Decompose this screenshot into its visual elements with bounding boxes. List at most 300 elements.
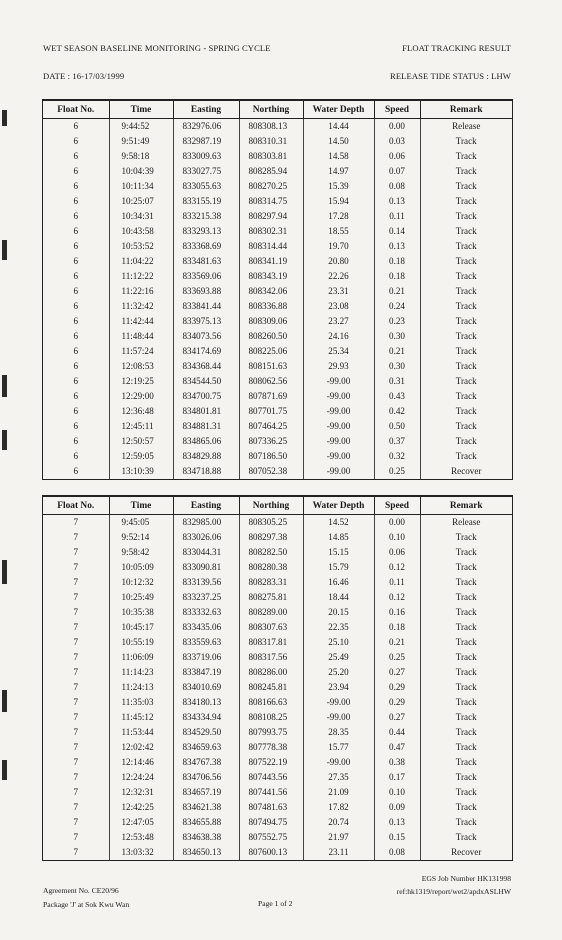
table-row (43, 530, 512, 545)
binding-mark (2, 560, 7, 584)
cell-northing: 808297.38 (239, 530, 303, 545)
cell-water-depth: 28.35 (303, 725, 374, 740)
cell-northing: 808317.81 (239, 635, 303, 650)
cell-speed: 0.10 (374, 530, 420, 545)
cell-water-depth: 29.93 (303, 359, 374, 374)
cell-northing: 807993.75 (239, 725, 303, 740)
cell-easting: 833237.25 (173, 590, 239, 605)
cell-northing: 808289.00 (239, 605, 303, 620)
cell-remark: Track (420, 389, 512, 404)
table-header (43, 497, 512, 515)
report-date: DATE : 16-17/03/1999 (43, 71, 125, 81)
cell-time: 12:42:25 (109, 800, 173, 815)
table-row (43, 149, 512, 164)
cell-easting: 833847.19 (173, 665, 239, 680)
cell-remark: Track (420, 650, 512, 665)
cell-easting: 833139.56 (173, 575, 239, 590)
cell-northing: 808303.81 (239, 149, 303, 164)
float-7-table (42, 495, 513, 861)
cell-time: 11:14:23 (109, 665, 173, 680)
cell-water-depth: 18.44 (303, 590, 374, 605)
cell-time: 11:48:44 (109, 329, 173, 344)
cell-float-no: 7 (73, 697, 79, 707)
cell-speed: 0.14 (374, 224, 420, 239)
cell-northing: 807494.75 (239, 815, 303, 830)
cell-easting: 833559.63 (173, 635, 239, 650)
cell-time: 12:02:42 (109, 740, 173, 755)
cell-water-depth: -99.00 (303, 389, 374, 404)
table-row (43, 800, 512, 815)
cell-float-no: 7 (73, 607, 79, 617)
table-row (43, 515, 512, 531)
cell-water-depth: 15.79 (303, 560, 374, 575)
column-header-time: Time (109, 497, 173, 515)
column-header-speed: Speed (374, 497, 420, 515)
cell-water-depth: 14.52 (303, 515, 374, 531)
cell-water-depth: 25.49 (303, 650, 374, 665)
cell-water-depth: -99.00 (303, 404, 374, 419)
cell-remark: Track (420, 785, 512, 800)
cell-remark: Track (420, 635, 512, 650)
table-row (43, 389, 512, 404)
table-row (43, 164, 512, 179)
cell-water-depth: 20.74 (303, 815, 374, 830)
cell-remark: Track (420, 545, 512, 560)
cell-easting: 834529.50 (173, 725, 239, 740)
cell-speed: 0.30 (374, 359, 420, 374)
cell-easting: 834180.13 (173, 695, 239, 710)
cell-water-depth: 14.44 (303, 119, 374, 135)
cell-time: 11:04:22 (109, 254, 173, 269)
cell-water-depth: 22.26 (303, 269, 374, 284)
cell-northing: 808307.63 (239, 620, 303, 635)
cell-float-no: 7 (73, 667, 79, 677)
table-row (43, 314, 512, 329)
table-row (43, 404, 512, 419)
cell-time: 11:12:22 (109, 269, 173, 284)
cell-easting: 833719.06 (173, 650, 239, 665)
cell-speed: 0.13 (374, 815, 420, 830)
cell-water-depth: 25.10 (303, 635, 374, 650)
cell-water-depth: 23.31 (303, 284, 374, 299)
cell-remark: Track (420, 665, 512, 680)
binding-mark (2, 760, 7, 780)
cell-float-no: 7 (73, 637, 79, 647)
cell-time: 11:42:44 (109, 314, 173, 329)
table-body (43, 515, 512, 861)
cell-float-no: 7 (73, 562, 79, 572)
cell-easting: 834700.75 (173, 389, 239, 404)
cell-water-depth: -99.00 (303, 464, 374, 479)
table-row (43, 725, 512, 740)
cell-easting: 833155.19 (173, 194, 239, 209)
cell-northing: 807701.75 (239, 404, 303, 419)
cell-float-no: 6 (73, 316, 79, 326)
cell-remark: Recover (420, 464, 512, 479)
cell-float-no: 6 (73, 451, 79, 461)
table-body (43, 119, 512, 480)
cell-float-no: 6 (73, 241, 79, 251)
cell-water-depth: 23.27 (303, 314, 374, 329)
cell-float-no: 7 (73, 832, 79, 842)
table-row (43, 269, 512, 284)
cell-speed: 0.13 (374, 194, 420, 209)
cell-northing: 808166.63 (239, 695, 303, 710)
cell-water-depth: 20.80 (303, 254, 374, 269)
cell-northing: 807481.63 (239, 800, 303, 815)
cell-northing: 808314.44 (239, 239, 303, 254)
cell-northing: 808225.06 (239, 344, 303, 359)
cell-float-no: 6 (73, 166, 79, 176)
cell-time: 11:22:16 (109, 284, 173, 299)
cell-northing: 808342.06 (239, 284, 303, 299)
cell-water-depth: -99.00 (303, 434, 374, 449)
cell-water-depth: 14.85 (303, 530, 374, 545)
cell-float-no: 7 (73, 547, 79, 557)
cell-time: 12:29:00 (109, 389, 173, 404)
cell-remark: Track (420, 590, 512, 605)
cell-northing: 807522.19 (239, 755, 303, 770)
cell-time: 13:10:39 (109, 464, 173, 479)
cell-time: 12:24:24 (109, 770, 173, 785)
table-row (43, 449, 512, 464)
cell-float-no: 6 (73, 181, 79, 191)
report-type: FLOAT TRACKING RESULT (402, 43, 511, 53)
cell-water-depth: 17.28 (303, 209, 374, 224)
cell-time: 12:08:53 (109, 359, 173, 374)
cell-time: 10:25:07 (109, 194, 173, 209)
report-title: WET SEASON BASELINE MONITORING - SPRING CYCLE (43, 43, 271, 53)
table-row (43, 575, 512, 590)
table-row (43, 755, 512, 770)
cell-easting: 834655.88 (173, 815, 239, 830)
cell-water-depth: 21.97 (303, 830, 374, 845)
cell-time: 12:32:31 (109, 785, 173, 800)
cell-speed: 0.16 (374, 605, 420, 620)
cell-water-depth: -99.00 (303, 374, 374, 389)
cell-time: 10:11:34 (109, 179, 173, 194)
cell-time: 12:45:11 (109, 419, 173, 434)
cell-float-no: 7 (73, 817, 79, 827)
cell-float-no: 7 (73, 742, 79, 752)
cell-easting: 834801.81 (173, 404, 239, 419)
cell-speed: 0.08 (374, 179, 420, 194)
agreement-number: Agreement No. CE20/96 (43, 886, 119, 895)
cell-speed: 0.09 (374, 800, 420, 815)
cell-remark: Track (420, 314, 512, 329)
cell-easting: 834638.38 (173, 830, 239, 845)
cell-float-no: 6 (73, 286, 79, 296)
cell-float-no: 7 (73, 622, 79, 632)
table-row (43, 299, 512, 314)
cell-float-no: 6 (73, 436, 79, 446)
cell-remark: Track (420, 254, 512, 269)
cell-speed: 0.29 (374, 695, 420, 710)
cell-float-no: 6 (73, 331, 79, 341)
cell-time: 11:53:44 (109, 725, 173, 740)
cell-remark: Track (420, 530, 512, 545)
cell-remark: Track (420, 725, 512, 740)
cell-time: 11:24:13 (109, 680, 173, 695)
cell-remark: Track (420, 800, 512, 815)
cell-northing: 808282.50 (239, 545, 303, 560)
cell-water-depth: -99.00 (303, 695, 374, 710)
table-row (43, 635, 512, 650)
cell-northing: 808302.31 (239, 224, 303, 239)
cell-water-depth: 14.58 (303, 149, 374, 164)
table-row (43, 119, 512, 135)
table-row (43, 680, 512, 695)
cell-northing: 808305.25 (239, 515, 303, 531)
binding-mark (2, 430, 7, 450)
cell-float-no: 6 (73, 226, 79, 236)
cell-easting: 833009.63 (173, 149, 239, 164)
cell-easting: 834368.44 (173, 359, 239, 374)
column-header-speed: Speed (374, 101, 420, 119)
table-row (43, 134, 512, 149)
cell-water-depth: 21.09 (303, 785, 374, 800)
column-header-easting: Easting (173, 101, 239, 119)
cell-northing: 807441.56 (239, 785, 303, 800)
column-header-water-depth: Water Depth (303, 497, 374, 515)
cell-easting: 834621.38 (173, 800, 239, 815)
cell-time: 11:45:12 (109, 710, 173, 725)
release-tide-status: RELEASE TIDE STATUS : LHW (389, 71, 511, 81)
cell-northing: 808151.63 (239, 359, 303, 374)
cell-speed: 0.38 (374, 755, 420, 770)
job-number: EGS Job Number HK131998 (421, 874, 511, 883)
cell-remark: Track (420, 740, 512, 755)
cell-northing: 808245.81 (239, 680, 303, 695)
cell-easting: 834010.69 (173, 680, 239, 695)
cell-northing: 807052.38 (239, 464, 303, 479)
cell-float-no: 6 (73, 151, 79, 161)
table-row (43, 464, 512, 479)
cell-northing: 808343.19 (239, 269, 303, 284)
cell-northing: 808309.06 (239, 314, 303, 329)
cell-time: 9:44:52 (109, 119, 173, 135)
column-header-remark: Remark (420, 101, 512, 119)
cell-time: 10:55:19 (109, 635, 173, 650)
cell-speed: 0.10 (374, 785, 420, 800)
cell-easting: 834334.94 (173, 710, 239, 725)
cell-easting: 834650.13 (173, 845, 239, 860)
column-header-easting: Easting (173, 497, 239, 515)
cell-time: 9:45:05 (109, 515, 173, 531)
cell-speed: 0.21 (374, 635, 420, 650)
cell-float-no: 6 (73, 211, 79, 221)
table-header (43, 101, 512, 119)
cell-float-no: 6 (73, 196, 79, 206)
cell-time: 13:03:32 (109, 845, 173, 860)
cell-float-no: 6 (73, 421, 79, 431)
table-row (43, 209, 512, 224)
cell-float-no: 6 (73, 121, 79, 131)
cell-easting: 833293.13 (173, 224, 239, 239)
cell-easting: 834073.56 (173, 329, 239, 344)
cell-easting: 832976.06 (173, 119, 239, 135)
cell-water-depth: 23.08 (303, 299, 374, 314)
cell-speed: 0.32 (374, 449, 420, 464)
cell-northing: 808283.31 (239, 575, 303, 590)
cell-speed: 0.47 (374, 740, 420, 755)
cell-speed: 0.08 (374, 845, 420, 860)
cell-remark: Track (420, 770, 512, 785)
cell-northing: 808314.75 (239, 194, 303, 209)
cell-remark: Track (420, 179, 512, 194)
cell-remark: Track (420, 449, 512, 464)
cell-remark: Track (420, 404, 512, 419)
cell-remark: Track (420, 209, 512, 224)
table-row (43, 284, 512, 299)
cell-easting: 834865.06 (173, 434, 239, 449)
cell-water-depth: -99.00 (303, 710, 374, 725)
table-row (43, 194, 512, 209)
cell-speed: 0.11 (374, 209, 420, 224)
cell-time: 12:53:48 (109, 830, 173, 845)
cell-easting: 833435.06 (173, 620, 239, 635)
cell-northing: 807600.13 (239, 845, 303, 860)
cell-float-no: 7 (73, 727, 79, 737)
cell-easting: 833215.38 (173, 209, 239, 224)
cell-float-no: 6 (73, 271, 79, 281)
cell-northing: 808108.25 (239, 710, 303, 725)
cell-easting: 833027.75 (173, 164, 239, 179)
cell-northing: 807443.56 (239, 770, 303, 785)
table-row (43, 374, 512, 389)
table-row (43, 605, 512, 620)
cell-speed: 0.23 (374, 314, 420, 329)
binding-mark (2, 240, 7, 260)
cell-time: 10:35:38 (109, 605, 173, 620)
cell-northing: 807464.25 (239, 419, 303, 434)
file-reference: ref:hk1319/report/wet2/apdxASLHW (396, 887, 511, 896)
cell-float-no: 7 (73, 592, 79, 602)
cell-time: 11:57:24 (109, 344, 173, 359)
cell-time: 9:52:14 (109, 530, 173, 545)
cell-easting: 833332.63 (173, 605, 239, 620)
table-row (43, 434, 512, 449)
cell-easting: 834881.31 (173, 419, 239, 434)
cell-northing: 807552.75 (239, 830, 303, 845)
cell-time: 10:04:39 (109, 164, 173, 179)
cell-speed: 0.25 (374, 464, 420, 479)
cell-float-no: 6 (73, 136, 79, 146)
cell-speed: 0.18 (374, 269, 420, 284)
table-row (43, 545, 512, 560)
cell-water-depth: 20.15 (303, 605, 374, 620)
table-row (43, 344, 512, 359)
table-row (43, 419, 512, 434)
cell-remark: Track (420, 134, 512, 149)
cell-time: 10:05:09 (109, 560, 173, 575)
cell-speed: 0.21 (374, 284, 420, 299)
cell-float-no: 7 (73, 517, 79, 527)
cell-float-no: 6 (73, 406, 79, 416)
cell-speed: 0.27 (374, 710, 420, 725)
table-row (43, 695, 512, 710)
cell-remark: Track (420, 434, 512, 449)
cell-float-no: 7 (73, 532, 79, 542)
cell-remark: Track (420, 269, 512, 284)
cell-easting: 834706.56 (173, 770, 239, 785)
cell-water-depth: 16.46 (303, 575, 374, 590)
table-row (43, 845, 512, 860)
cell-time: 9:58:18 (109, 149, 173, 164)
table-row (43, 254, 512, 269)
cell-speed: 0.29 (374, 680, 420, 695)
cell-float-no: 6 (73, 361, 79, 371)
binding-mark (2, 375, 7, 397)
cell-float-no: 6 (73, 376, 79, 386)
cell-float-no: 6 (73, 301, 79, 311)
cell-speed: 0.50 (374, 419, 420, 434)
cell-float-no: 7 (73, 577, 79, 587)
cell-time: 10:53:52 (109, 239, 173, 254)
cell-easting: 834767.38 (173, 755, 239, 770)
cell-time: 12:59:05 (109, 449, 173, 464)
column-header-northing: Northing (239, 101, 303, 119)
column-header-northing: Northing (239, 497, 303, 515)
cell-time: 12:19:25 (109, 374, 173, 389)
cell-float-no: 6 (73, 466, 79, 476)
cell-remark: Track (420, 374, 512, 389)
cell-remark: Release (420, 119, 512, 135)
table-row (43, 785, 512, 800)
cell-remark: Track (420, 299, 512, 314)
column-header-water-depth: Water Depth (303, 101, 374, 119)
cell-time: 12:47:05 (109, 815, 173, 830)
cell-time: 10:34:31 (109, 209, 173, 224)
cell-remark: Track (420, 575, 512, 590)
cell-float-no: 6 (73, 346, 79, 356)
binding-mark (2, 110, 7, 126)
cell-speed: 0.18 (374, 254, 420, 269)
cell-remark: Track (420, 620, 512, 635)
cell-water-depth: 24.16 (303, 329, 374, 344)
cell-speed: 0.27 (374, 665, 420, 680)
cell-remark: Track (420, 755, 512, 770)
cell-float-no: 7 (73, 682, 79, 692)
cell-remark: Track (420, 194, 512, 209)
cell-remark: Track (420, 329, 512, 344)
cell-easting: 834544.50 (173, 374, 239, 389)
cell-water-depth: 23.94 (303, 680, 374, 695)
cell-northing: 808260.50 (239, 329, 303, 344)
cell-remark: Recover (420, 845, 512, 860)
cell-speed: 0.03 (374, 134, 420, 149)
table-row (43, 239, 512, 254)
column-header-time: Time (109, 101, 173, 119)
cell-water-depth: 22.35 (303, 620, 374, 635)
cell-remark: Track (420, 605, 512, 620)
cell-northing: 808280.38 (239, 560, 303, 575)
cell-speed: 0.25 (374, 650, 420, 665)
column-header-remark: Remark (420, 497, 512, 515)
cell-float-no: 7 (73, 652, 79, 662)
binding-mark (2, 690, 7, 712)
cell-remark: Track (420, 419, 512, 434)
cell-speed: 0.42 (374, 404, 420, 419)
cell-float-no: 6 (73, 391, 79, 401)
cell-easting: 834718.88 (173, 464, 239, 479)
cell-water-depth: 15.77 (303, 740, 374, 755)
cell-northing: 808270.25 (239, 179, 303, 194)
cell-northing: 808297.94 (239, 209, 303, 224)
cell-northing: 808062.56 (239, 374, 303, 389)
cell-remark: Track (420, 815, 512, 830)
cell-northing: 808286.00 (239, 665, 303, 680)
